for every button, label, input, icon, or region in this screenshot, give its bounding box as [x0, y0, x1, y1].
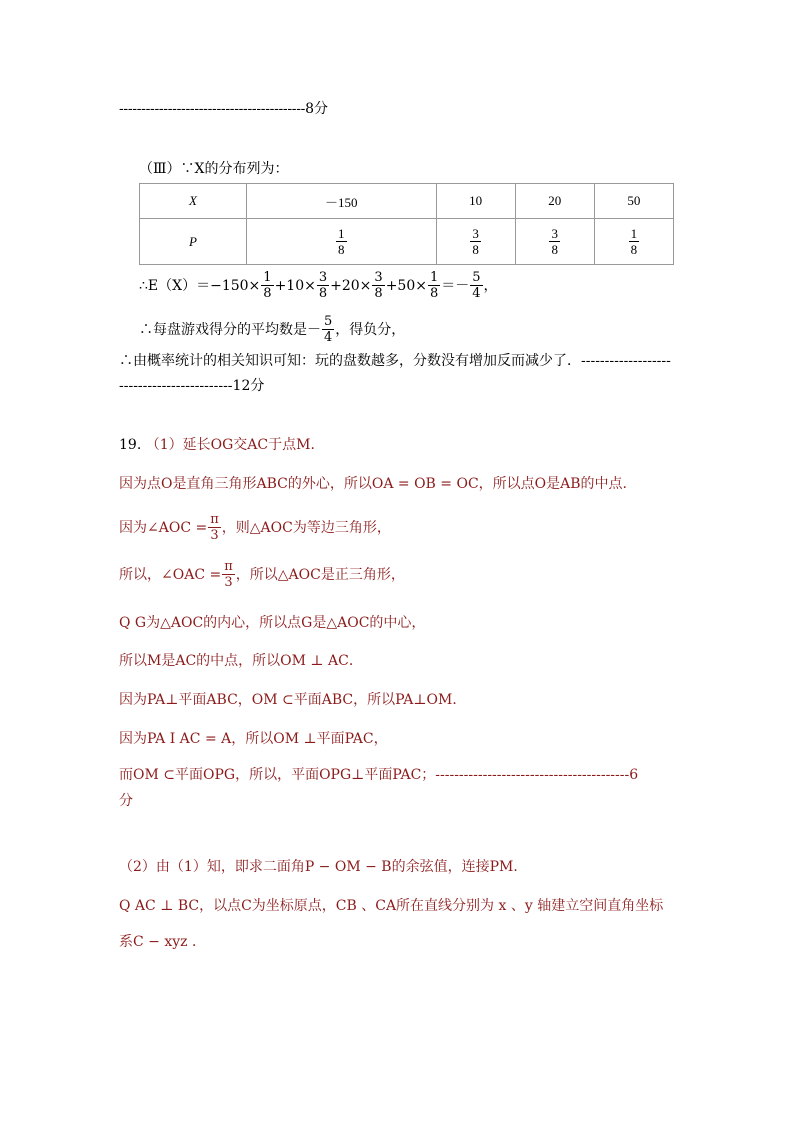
q19-line-8: 因为PA I AC = A，所以OM ⊥平面PAC， [119, 731, 388, 747]
table-cell: $\frac{3}{8}$ [515, 219, 594, 265]
table-header-x: X [140, 184, 247, 219]
dash-separator: ------------------------------------------ [119, 101, 306, 117]
table-row [140, 184, 674, 219]
average-score: ∴每盘游戏得分的平均数是－ $\frac{5}{4}$ ，得负分， [139, 314, 406, 345]
table-row [140, 219, 674, 265]
table-cell: $\frac{3}{8}$ [436, 219, 515, 265]
q19-line-7: 因为PA⊥平面ABC，OM ⊂平面ABC，所以PA⊥OM． [119, 692, 467, 708]
table-header-p: P [140, 219, 247, 265]
table-cell: －150 [247, 184, 437, 219]
q19-line-2: 因为点O是直角三角形ABC的外心，所以OA = OB = OC，所以点O是AB的中点. [119, 476, 627, 492]
score-line-8 [119, 99, 328, 119]
q19-part2-line-3: 系C − xyz ． [119, 934, 206, 950]
q19-line-9b: 分 [119, 793, 133, 809]
score-label: 8分 [305, 101, 329, 117]
q19-line-4: 所以，∠OAC = $\frac{\pi}{3}$ ，所以△AOC是正三角形， [119, 559, 405, 590]
q19-heading: 19. （1）延长OG交AC于点M． [119, 437, 325, 453]
table-cell: $\frac{1}{8}$ [247, 219, 437, 265]
q19-line-5: Q G为△AOC的内心，所以点G是△AOC的中心， [119, 615, 426, 631]
q19-line-9: 而OM ⊂平面OPG，所以，平面OPG⊥平面PAC；-----------------------------------------6 [119, 767, 639, 783]
conclusion-line-1: ∴由概率统计的相关知识可知：玩的盘数越多，分数没有增加反而减少了．------------------- [119, 353, 671, 369]
expectation-formula: ∴E（X）＝−150× $\frac{1}{8}$ +10× $\frac{3}{8}$ +20× $\frac{3}{8}$ +50× $\frac{1}{8}$ ＝－ $\frac{5}{4}$ ， [139, 270, 498, 301]
table-cell: 50 [594, 184, 673, 219]
q19-line-3: 因为∠AOC = $\frac{\pi}{3}$ ，则△AOC为等边三角形， [119, 512, 391, 543]
q19-part2-line-2: Q AC ⊥ BC，以点C为坐标原点，CB 、CA所在直线分别为 x 、y 轴建立空间直角坐标 [119, 898, 664, 914]
q19-line-6: 所以M是AC的中点，所以OM ⊥ AC． [119, 653, 363, 669]
q19-part2-line-1: （2）由（1）知，即求二面角P − OM − B的余弦值，连接PM． [119, 859, 528, 875]
part3-title: （Ⅲ）∵X的分布列为： [139, 161, 289, 177]
conclusion-line-2: ------------------------12分 [119, 378, 265, 394]
table-cell: 20 [515, 184, 594, 219]
table-cell: 10 [436, 184, 515, 219]
distribution-table [139, 183, 674, 265]
table-cell: $\frac{1}{8}$ [594, 219, 673, 265]
